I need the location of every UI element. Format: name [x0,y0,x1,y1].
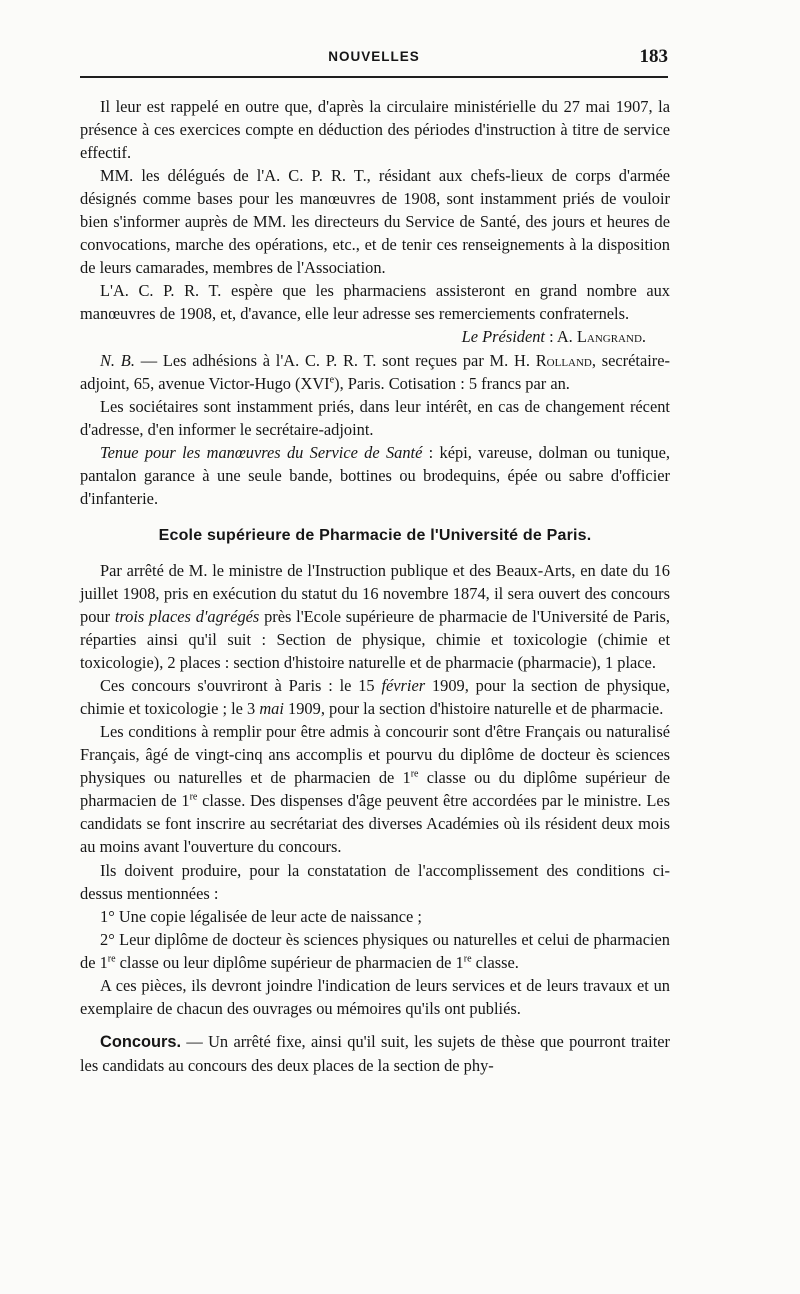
arrete-b: près l'Ecole supérieure de pharmacie de l'Université de Paris, réparties ainsi qu'il suit : Section de physique, chimie et toxicologie (chimie et toxicologie), 2 places : section d'histoire naturelle et de pharmacie (pharmacie), 1 place. [80,606,670,673]
paragraph-rappel: Il leur est rappelé en outre que, d'après la circulaire ministérielle du 27 mai 1907, la présence à ces exercices compte en déduction des périodes d'instruction à titre de service effectif. [80,97,670,163]
paragraph-item-2 [80,928,670,974]
page-body [80,95,670,1077]
dates-a: Ces concours s'ouvriront à Paris : le 15 [100,676,382,696]
conditions-c: classe. Des dispenses d'âge peuvent être accordées par le ministre. Les candidats se font inscrire au secrétariat des diverses Académies où ils résident deux mois au moins avant l'ouverture du concours. [80,791,670,857]
paragraph-produire: Ils doivent produire, pour la constatation de l'accomplissement des conditions ci-dessus mentionnées : [80,860,670,903]
page-number: 183 [639,46,668,67]
arrete-a: Par arrêté de M. le ministre de l'Instruction publique et des Beaux-Arts, en date du 16 juillet 1908, pris en exécution du statut du 16 novembre 1874, il sera ouvert des concours pour [80,560,670,626]
nb-text-c: ), Paris. Cotisation : 5 francs par an. [334,373,570,393]
paragraph-arrete [80,559,670,674]
paragraph-conditions [80,720,670,858]
nb-name: Rolland, [535,350,596,370]
conditions-sup-1: re [410,768,419,780]
dates-b: 1909, pour la section de physique, chimie et toxicologie ; le 3 [80,676,670,719]
page-header [80,46,668,78]
section-title: Ecole supérieure de Pharmacie de l'Université de Paris. [158,526,592,544]
concours-label: Concours. [100,1032,182,1051]
paragraph-item-1: 1° Une copie légalisée de leur acte de naissance ; [100,906,422,926]
conditions-b: classe ou du diplôme supérieur de pharmacien de 1 [80,768,670,811]
signature-label: Le Président [461,327,545,347]
item2-b: classe ou leur diplôme supérieur de pharmacien de 1 [115,952,464,972]
dates-em-1: février [381,676,426,696]
nb-text-a: — Les adhésions à l'A. C. P. R. T. sont reçues par M. H. [134,350,536,370]
paragraph-nb [80,349,670,395]
dates-em-2: mai [259,699,284,719]
conditions-sup-2: re [189,791,198,803]
nb-label: N. B. [100,350,135,370]
paragraph-societaires: Les sociétaires sont instamment priés, dans leur intérêt, en cas de changement récent d'adresse, d'en informer le secrétaire-adjoint. [80,396,670,439]
item2-sup-2: re [463,953,472,965]
tenue-label: Tenue pour les manœuvres du Service de Santé [100,442,423,462]
paragraph-dates [80,674,670,720]
paragraph-concours [80,1030,670,1077]
arrete-em: trois places d'agrégés [114,606,260,626]
conditions-a: Les conditions à remplir pour être admis à concourir sont d'être Français ou naturalisé Français, âgé de vingt-cinq ans accomplis et pourvu du diplôme de docteur ès sciences physiques ou naturelles et de pharmacien de 1 [80,722,670,788]
item2-sup-1: re [107,953,116,965]
signature-line [80,325,670,348]
concours-text: — Un arrêté fixe, ainsi qu'il suit, les sujets de thèse que pourront traiter les candidats au concours des deux places de la section de phy- [80,1031,670,1075]
dates-c: 1909, pour la section d'histoire naturelle et de pharmacie. [283,699,664,719]
paragraph-espoir: L'A. C. P. R. T. espère que les pharmaciens assisteront en grand nombre aux manœuvres de 1908, et, d'avance, elle leur adresse ses remerciements confraternels. [80,281,670,324]
running-head: NOUVELLES [328,49,420,64]
paragraph-tenue [80,441,670,510]
tenue-text: : képi, vareuse, dolman ou tunique, pantalon garance à une seule bande, bottines ou brodequins, épée ou sabre d'officier d'infanterie. [80,442,670,508]
nb-text-b: secrétaire-adjoint, 65, avenue Victor-Hugo (XVI [80,350,670,393]
paragraph-pieces: A ces pièces, ils devront joindre l'indication de leurs services et de leurs travaux et un exemplaire de chacun des ouvrages ou mémoires qu'ils ont publiés. [80,975,670,1018]
item2-a: 2° Leur diplôme de docteur ès sciences physiques ou naturelles et celui de pharmacien de 1 [80,929,670,972]
signature-sep: : A. [544,327,577,347]
paragraph-delegues: MM. les délégués de l'A. C. P. R. T., résidant aux chefs-lieux de corps d'armée désignés comme bases pour les manœuvres de 1908, sont instamment priés de vouloir bien s'informer auprès de MM. les directeurs du Service de Santé, des jours et heures de convocations, marche des opérations, etc., et de tenir ces renseignements à la disposition de leurs camarades, membres de l'Association. [80,166,670,278]
item2-c: classe. [471,952,519,972]
signature-name: Langrand. [576,327,646,347]
nb-sup: e [329,374,335,386]
